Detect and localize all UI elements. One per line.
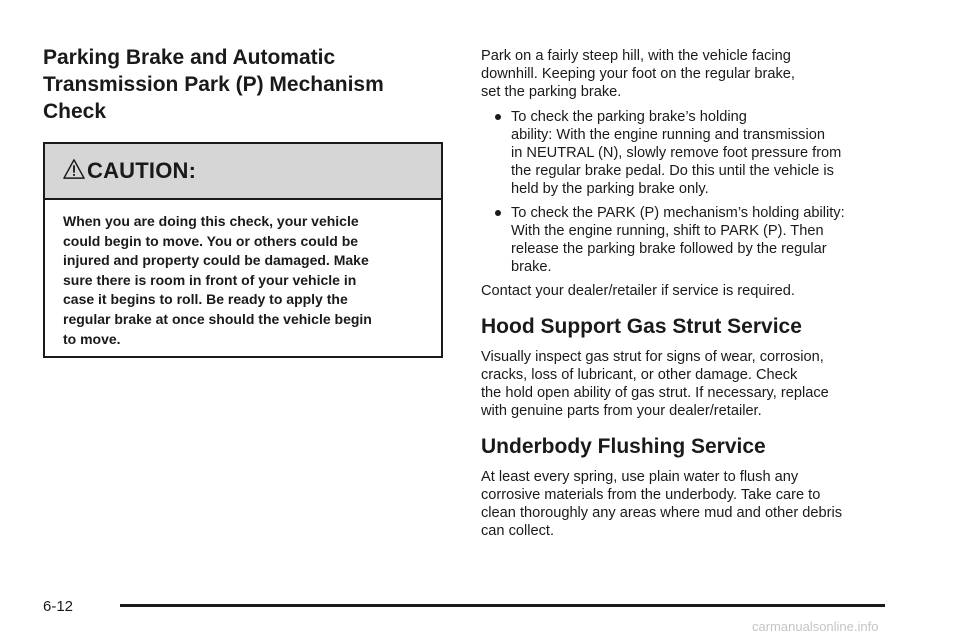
section-title-hood-support: Hood Support Gas Strut Service: [481, 315, 802, 338]
text-line: in NEUTRAL (N), slowly remove foot pressure from: [511, 145, 842, 161]
section-title-parking-brake-check: [43, 44, 447, 125]
heading-line-1: Parking Brake and Automatic: [43, 46, 336, 69]
text-line: held by the parking brake only.: [511, 181, 709, 197]
text-line: With the engine running, shift to PARK (P). Then: [511, 223, 824, 239]
caution-line: When you are doing this check, your vehicle: [63, 213, 359, 229]
bullet-icon: [495, 210, 501, 216]
text-line: set the parking brake.: [481, 84, 622, 100]
text-line: brake.: [511, 259, 552, 275]
text-line: At least every spring, use plain water to flush any: [481, 469, 799, 485]
watermark: carmanualsonline.info: [752, 619, 879, 634]
text-line: the hold open ability of gas strut. If necessary, replace: [481, 385, 829, 401]
warning-triangle-icon: [63, 158, 85, 180]
caution-text: [45, 200, 441, 349]
intro-paragraph: [481, 47, 901, 101]
caution-line: to move.: [63, 330, 121, 347]
text-line: the regular brake pedal. Do this until the vehicle is: [511, 163, 834, 179]
heading-line-2: Transmission Park (P) Mechanism: [43, 73, 384, 96]
text-line: ability: With the engine running and transmission: [511, 127, 825, 143]
text-line: To check the parking brake’s holding: [511, 109, 747, 125]
text-line: can collect.: [481, 523, 555, 539]
text-line: clean thoroughly any areas where mud and other debris: [481, 505, 843, 521]
heading-line-3: Check: [43, 100, 107, 123]
text-line: downhill. Keeping your foot on the regular brake,: [481, 66, 795, 82]
underbody-paragraph: [481, 468, 901, 540]
check-steps-list: [481, 108, 901, 276]
text-line: with genuine parts from your dealer/retailer.: [481, 403, 762, 419]
list-item: [481, 204, 901, 276]
caution-line: injured and property could be damaged. Make: [63, 252, 369, 269]
caution-line: could begin to move. You or others could be: [63, 232, 359, 249]
text-line: Visually inspect gas strut for signs of wear, corrosion,: [481, 349, 824, 365]
page-number: 6-12: [43, 598, 74, 615]
caution-line: case it begins to roll. Be ready to apply the: [63, 291, 348, 308]
caution-header: [45, 144, 441, 200]
text-line: release the parking brake followed by the regular: [511, 241, 827, 257]
footer-rule: [120, 604, 885, 607]
caution-box: [43, 142, 443, 358]
contact-paragraph: Contact your dealer/retailer if service is required.: [481, 283, 795, 299]
text-line: To check the PARK (P) mechanism’s holding ability:: [511, 205, 845, 221]
list-item: [481, 108, 901, 198]
section-title-underbody-flushing: Underbody Flushing Service: [481, 435, 766, 458]
caution-line: sure there is room in front of your vehicle in: [63, 271, 357, 288]
bullet-icon: [495, 114, 501, 120]
right-column: [481, 47, 901, 540]
left-column: [43, 44, 447, 358]
text-line: corrosive materials from the underbody. Take care to: [481, 487, 821, 503]
caution-line: regular brake at once should the vehicle begin: [63, 310, 372, 327]
hood-paragraph: [481, 348, 901, 420]
text-line: cracks, loss of lubricant, or other damage. Check: [481, 367, 798, 383]
caution-title: CAUTION:: [87, 158, 197, 183]
text-line: Park on a fairly steep hill, with the vehicle facing: [481, 48, 791, 64]
